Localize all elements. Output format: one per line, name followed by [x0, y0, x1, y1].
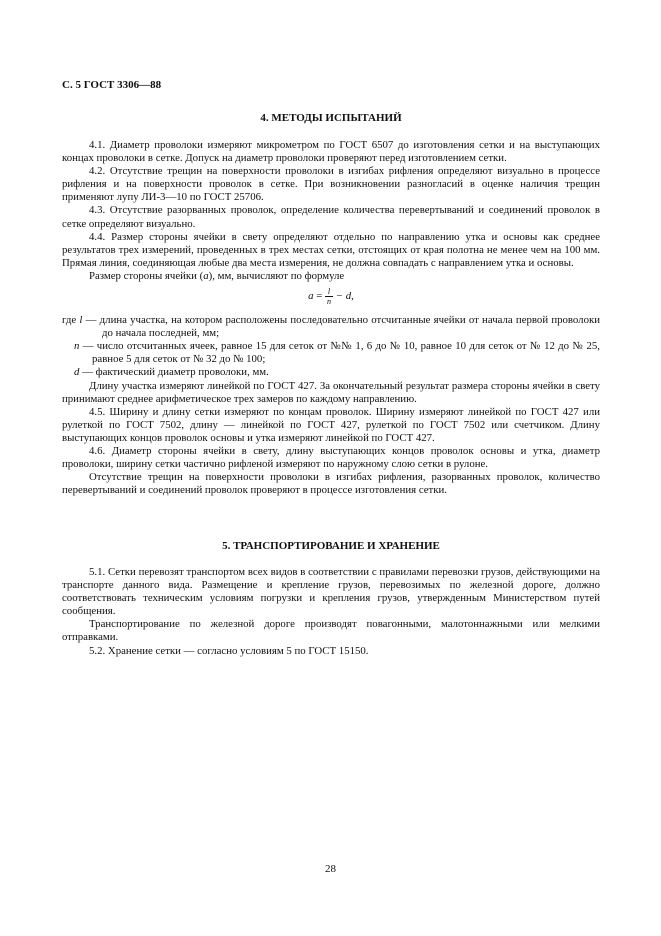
definition-d-symbol: d: [74, 366, 80, 379]
formula-intro-after: ), мм, вычисляют по формуле: [208, 269, 345, 282]
formula: [62, 287, 600, 309]
paragraph-4-2: 4.2. Отсутствие трещин на поверхности проволоки в изгибах рифления определяют визуально в процессе рифления и на поверхности проволок в сетке. При возникновении разногласий в оценке наличия трещин применяют лупу ЛИ-3—10 по ГОСТ 25706.: [62, 165, 600, 204]
paragraph-5-2: 5.2. Хранение сетки — согласно условиям 5 по ГОСТ 15150.: [89, 644, 369, 657]
paragraph-4-4: 4.4. Размер стороны ячейки в свету определяют отдельно по направлению утка и основы как среднее результатов трех измерений, проведенных в трех местах сетки, отстоящих от края полотна не менее чем на 100 мм. Прямая линия, соединяющая любые два места измерения, не должна совпадать с направлением утка и основы.: [62, 230, 600, 269]
formula-eq: =: [313, 290, 326, 303]
paragraph-5-1-rail: Транспортирование по железной дороге производят повагонными, малотоннажными или мелкими отправками.: [62, 618, 600, 644]
page-header: С. 5 ГОСТ 3306—88: [62, 79, 162, 91]
definition-l: [62, 314, 600, 340]
definition-l-text: — длина участка, на котором расположены последовательно отсчитанные ячейки от начала первой проволоки до начала последней, мм;: [82, 314, 600, 340]
definition-l-symbol: l: [79, 314, 83, 327]
formula-intro-var: а: [203, 269, 209, 282]
paragraph-4-5: 4.5. Ширину и длину сетки измеряют по концам проволок. Ширину измеряют линейкой по ГОСТ 427 или рулеткой по ГОСТ 7502, длину — линейкой по ГОСТ 427, рулеткой по ГОСТ 7502 или счетчиком. Длину выступающих концов проволок основы и утка измеряют линейкой по ГОСТ 427.: [62, 405, 600, 444]
where-prefix: где: [62, 314, 80, 327]
definition-n: [62, 340, 600, 366]
definition-n-symbol: n: [74, 340, 80, 353]
section-4-title: 4. МЕТОДЫ ИСПЫТАНИЙ: [260, 112, 402, 124]
section-5-title: 5. ТРАНСПОРТИРОВАНИЕ И ХРАНЕНИЕ: [222, 540, 440, 552]
definition-d: [62, 366, 600, 379]
definition-d-text: — фактический диаметр проволоки, мм.: [79, 366, 269, 379]
formula-lhs: a: [308, 290, 314, 303]
paragraph-4-1: 4.1. Диаметр проволоки измеряют микрометром по ГОСТ 6507 до изготовления сетки и на выступающих концах проволоки в сетке. Допуск на диаметр проволоки проверяют перед изготовлением сетки.: [62, 139, 600, 165]
definition-n-text: — число отсчитанных ячеек, равное 15 для сеток от №№ 1, 6 до № 10, равное 10 для сеток от № 12 до № 25, равное 5 для сеток от № 32 до № 100;: [79, 340, 600, 366]
page-number: 28: [325, 863, 336, 875]
section-5-body: [62, 566, 600, 658]
formula-fraction: [325, 287, 333, 306]
formula-intro: [62, 270, 600, 283]
paragraph-4-4-measure: Длину участка измеряют линейкой по ГОСТ 427. За окончательный результат размера стороны ячейки в свету принимают среднее арифметическое трех замеров по каждому направлению.: [62, 379, 600, 405]
section-4-body: [62, 139, 600, 497]
formula-numerator: l: [325, 287, 333, 297]
formula-intro-before: Размер стороны ячейки (: [89, 269, 204, 282]
formula-denominator: n: [327, 297, 332, 307]
formula-rest: − d,: [333, 290, 354, 303]
paragraph-4-3: 4.3. Отсутствие разорванных проволок, определение количества перевертываний и соединений проволок в сетке определяют визуально.: [62, 204, 600, 230]
paragraph-4-6: 4.6. Диаметр стороны ячейки в свету, длину выступающих концов проволок основы и утка, диаметр проволоки, ширину сетки частично рифленой измеряют по наружному слою сетки в рулоне.: [62, 444, 600, 471]
paragraph-4-6-cracks: Отсутствие трещин на поверхности проволоки в изгибах рифления, разорванных проволок, количество перевертываний и соединений проволок проверяют в процессе изготовления сетки.: [62, 471, 600, 497]
paragraph-5-1: 5.1. Сетки перевозят транспортом всех видов в соответствии с правилами перевозки грузов, действующими на транспорте данного вида. Размещение и крепление грузов, перевозимых по железной дороге, должно соответствовать техническим условиям погрузки и крепления грузов, утвержденным Министерством путей сообщения.: [62, 566, 600, 618]
